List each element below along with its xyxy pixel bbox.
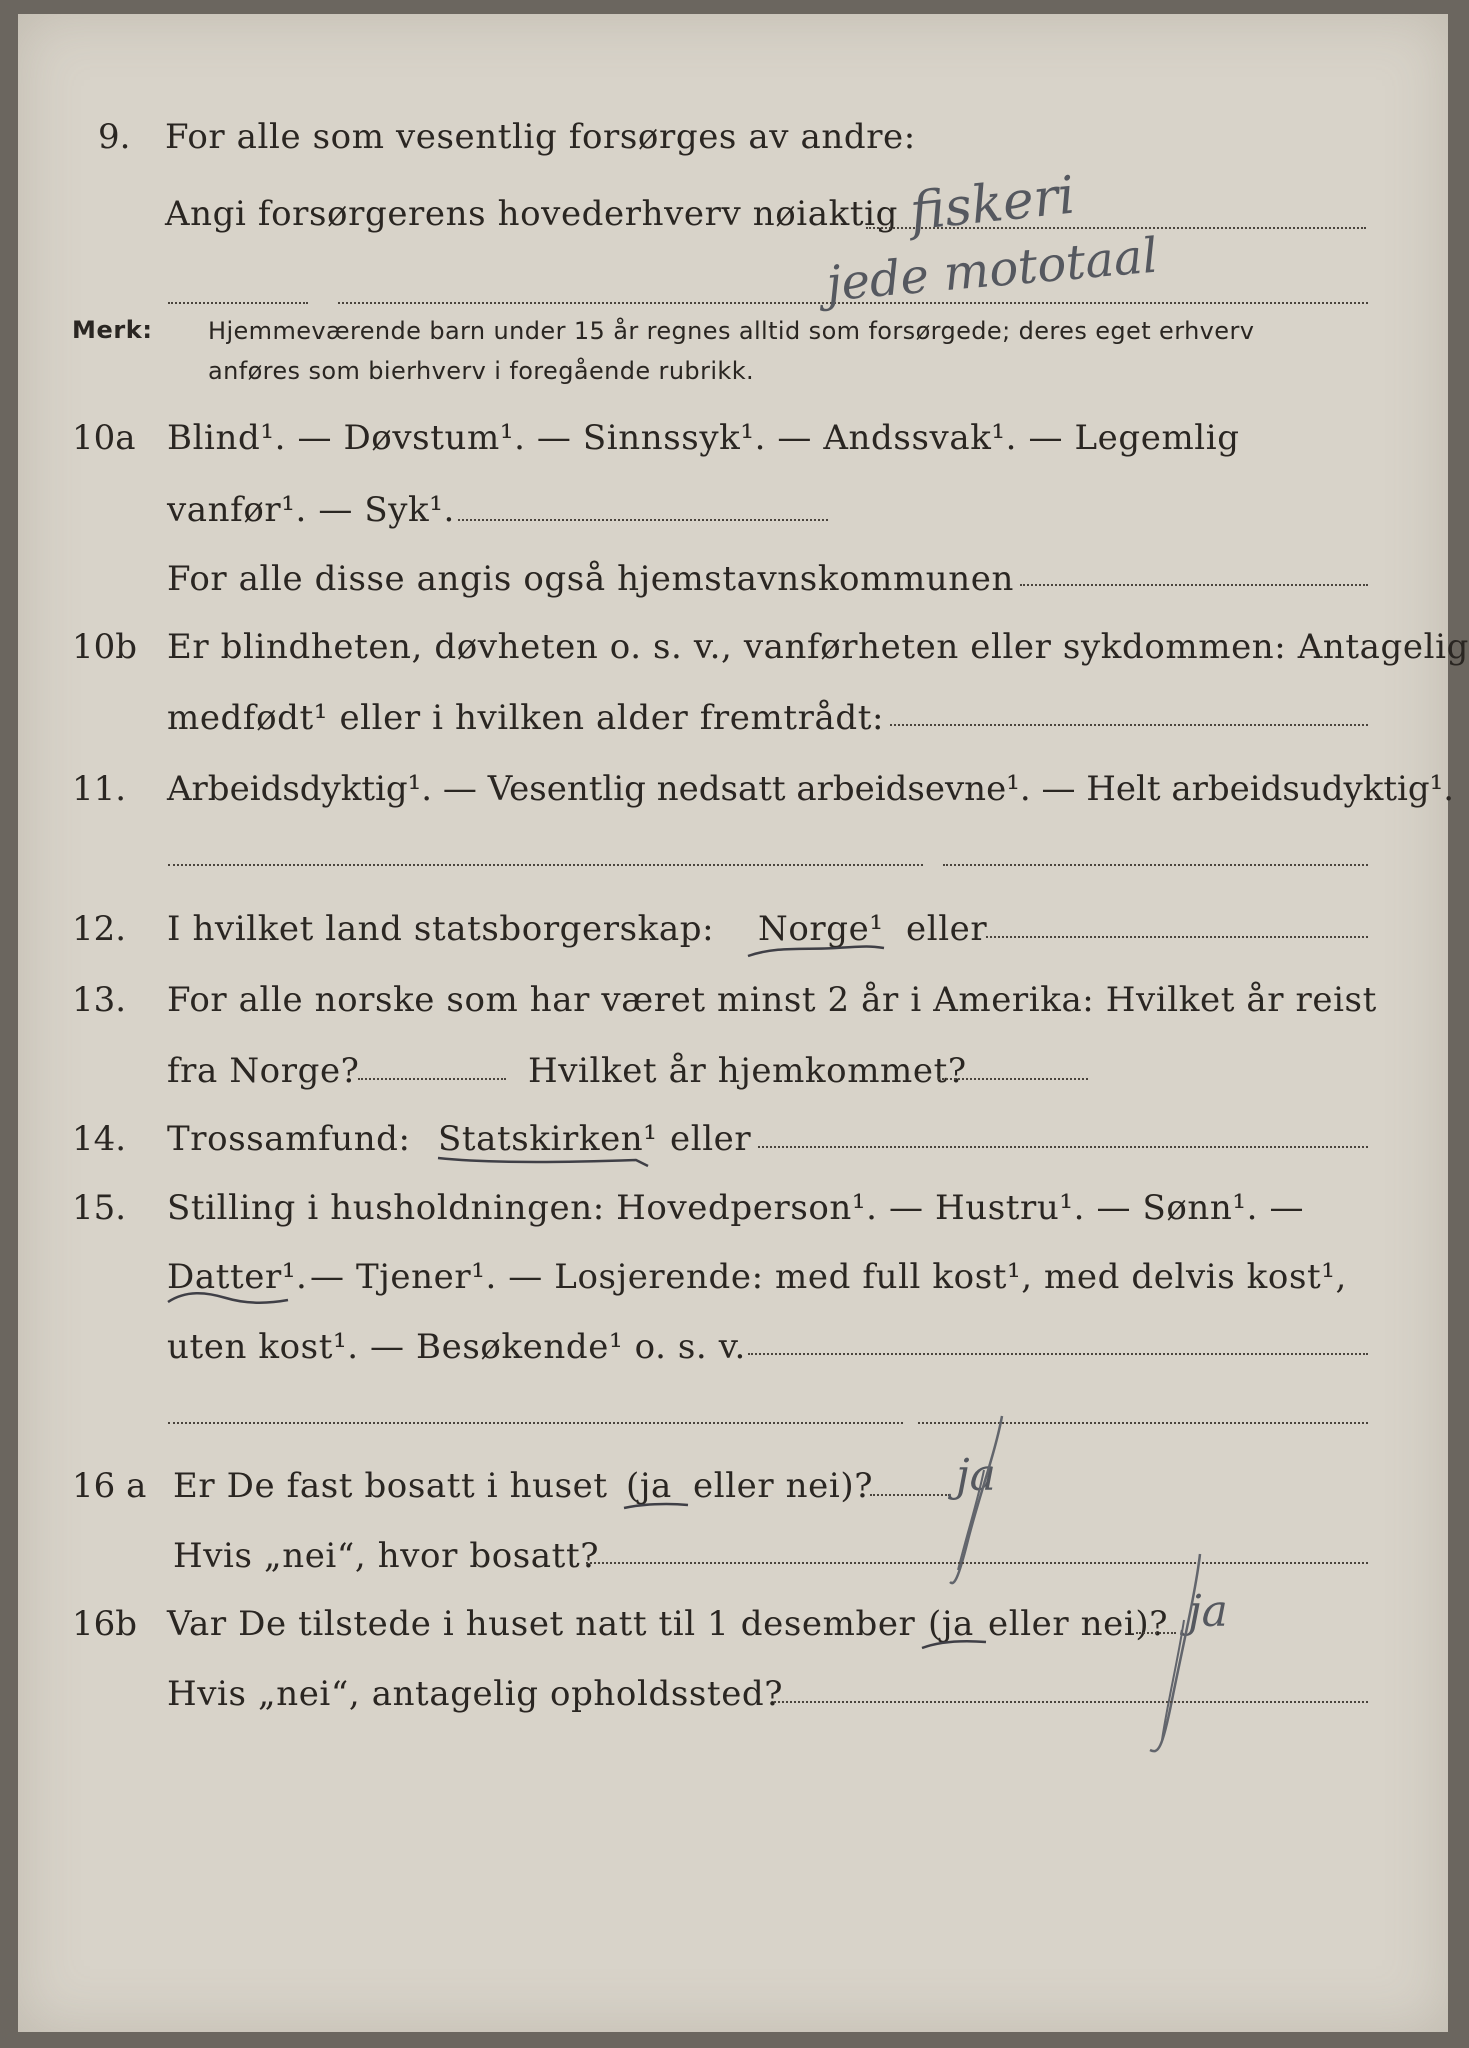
- item-number-14: 14.: [72, 1119, 127, 1159]
- q14-text-a: Trossamfund:: [167, 1119, 411, 1159]
- q16a-text-line2: Hvis „nei“, hvor bosatt?: [173, 1536, 600, 1576]
- q9-handwritten-answer-1: fiskeri: [907, 165, 1078, 243]
- q9-text-line1: For alle som vesentlig forsørges av andre:: [165, 117, 916, 157]
- q15-text-line3: uten kost¹. — Besøkende¹ o. s. v.: [167, 1327, 746, 1367]
- q13-hjemkommet-line: [938, 1078, 1088, 1080]
- q16b-handwritten-stroke: [1108, 1550, 1228, 1760]
- q10b-text-line2: medfødt¹ eller i hvilken alder fremtrådt:: [167, 698, 885, 738]
- q16b-ja-option: (ja: [928, 1604, 974, 1644]
- q14-answer-line: [758, 1146, 1368, 1148]
- q10a-text-line3: For alle disse angis også hjemstavnskommunen: [167, 559, 1014, 599]
- census-form-page: [18, 14, 1469, 2032]
- q15-underline-mark: [166, 1286, 296, 1310]
- q10a-text-line1: Blind¹. — Døvstum¹. — Sinnssyk¹. — Andssvak¹. — Legemlig: [167, 418, 1240, 458]
- merk-text-line1: Hjemmeværende barn under 15 år regnes alltid som forsørgede; deres eget erhverv: [208, 317, 1255, 345]
- item-number-15: 15.: [72, 1188, 127, 1228]
- item-number-13: 13.: [72, 980, 127, 1020]
- q9-answer-line-2a: [168, 302, 308, 304]
- q10a-hjemstavn-line: [1020, 584, 1368, 586]
- q11-answer-line-a: [168, 864, 923, 866]
- q15-answer-line: [748, 1353, 1368, 1355]
- q16a-bosatt-line: [586, 1562, 1368, 1564]
- q12-text-b: eller: [906, 909, 988, 949]
- item-number-10a: 10a: [72, 418, 136, 458]
- q16a-ja-option: (ja: [626, 1466, 672, 1506]
- item-number-11: 11.: [72, 769, 127, 809]
- q16b-text-a: Var De tilstede i huset natt til 1 desember: [167, 1604, 916, 1644]
- q15-text-line1: Stilling i husholdningen: Hovedperson¹. — Hustru¹. — Sønn¹. —: [167, 1188, 1305, 1228]
- q12-answer-line: [986, 936, 1368, 938]
- merk-text-line2: anføres som bierhverv i foregående rubrikk.: [208, 357, 755, 385]
- q14-statskirken-option: Statskirken¹: [438, 1119, 658, 1159]
- q13-reist-line: [358, 1078, 506, 1080]
- q12-norge-option: Norge¹: [758, 909, 884, 949]
- q16b-text-b: eller nei)?: [988, 1604, 1169, 1644]
- q9-text-line2: Angi forsørgerens hovederhverv nøiaktig: [165, 194, 898, 234]
- q15-answer-line-2a: [168, 1422, 903, 1424]
- q11-answer-line-b: [943, 864, 1368, 866]
- q16b-handwritten-answer: ja: [1188, 1586, 1228, 1637]
- q15-datter-option: Datter¹.: [167, 1257, 308, 1297]
- q16a-text-b: eller nei)?: [693, 1466, 874, 1506]
- q9-handwritten-answer-2: jede mototaal: [824, 227, 1160, 313]
- q13-text-line1: For alle norske som har været minst 2 år i Amerika: Hvilket år reist: [167, 980, 1377, 1020]
- q13-text-reist: fra Norge?: [167, 1051, 360, 1091]
- q16b-opholdssted-line: [774, 1701, 1368, 1703]
- q11-text-line1: Arbeidsdyktig¹. — Vesentlig nedsatt arbeidsevne¹. — Helt arbeidsudyktig¹.: [167, 769, 1455, 809]
- q14-underline-mark: [436, 1150, 656, 1172]
- q16b-text-line2: Hvis „nei“, antagelig opholdssted?: [167, 1674, 784, 1714]
- q10b-answer-line: [890, 724, 1368, 726]
- item-number-10b: 10b: [72, 627, 138, 667]
- q14-text-b: eller: [670, 1119, 752, 1159]
- q13-text-hjemkommet: Hvilket år hjemkommet?: [528, 1051, 967, 1091]
- q16a-underline-mark: [622, 1498, 692, 1514]
- q12-text-a: I hvilket land statsborgerskap:: [167, 909, 715, 949]
- q10b-text-line1: Er blindheten, døvheten o. s. v., vanførheten eller sykdommen: Antagelig: [167, 627, 1469, 667]
- item-number-16a: 16 a: [72, 1466, 147, 1506]
- item-number-9: 9.: [98, 117, 131, 157]
- q16a-text-a: Er De fast bosatt i huset: [173, 1466, 608, 1506]
- q10a-text-line2: vanfør¹. — Syk¹.: [167, 490, 455, 530]
- q16b-underline-mark: [920, 1636, 990, 1654]
- q10a-answer-line: [458, 519, 828, 521]
- item-number-16b: 16b: [72, 1604, 138, 1644]
- q15-text-line2: — Tjener¹. — Losjerende: med full kost¹, med delvis kost¹,: [310, 1257, 1347, 1297]
- q12-underline-mark: [746, 942, 886, 962]
- merk-label: Merk:: [72, 316, 153, 344]
- q16a-handwritten-answer: ja: [956, 1450, 996, 1501]
- item-number-12: 12.: [72, 909, 127, 949]
